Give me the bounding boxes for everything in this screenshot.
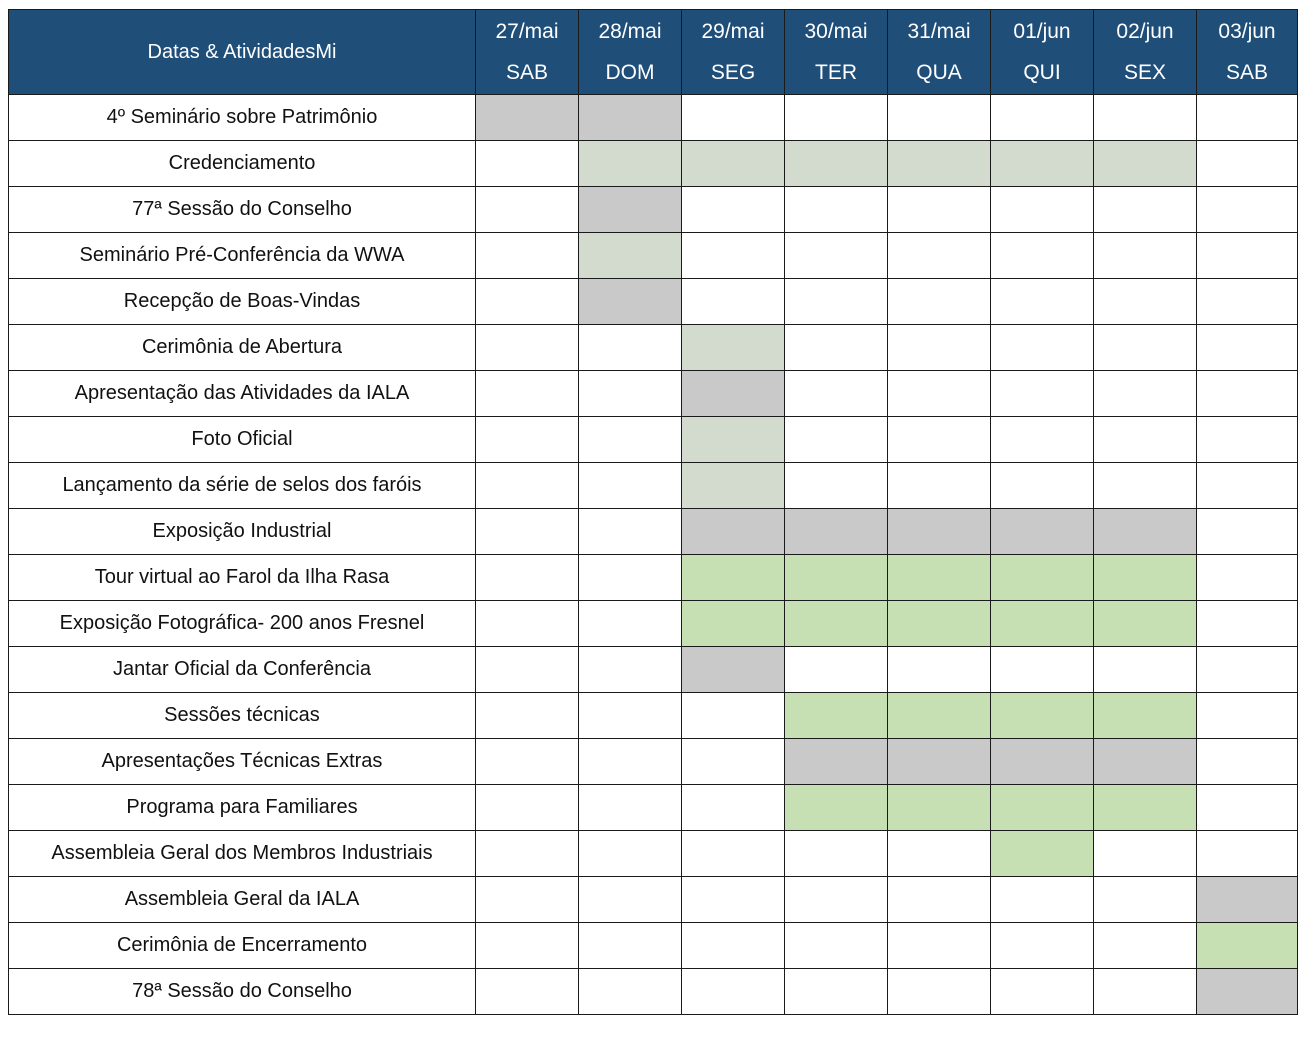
schedule-cell-empty	[1094, 463, 1197, 509]
schedule-cell-empty	[991, 923, 1094, 969]
schedule-cell-empty	[785, 877, 888, 923]
activity-name: Apresentação das Atividades da IALA	[9, 371, 476, 417]
day-column-header	[1197, 10, 1298, 95]
schedule-cell-green	[991, 785, 1094, 831]
schedule-cell-green	[785, 555, 888, 601]
activity-row	[9, 555, 1298, 601]
schedule-cell-empty	[682, 923, 785, 969]
activity-name: Foto Oficial	[9, 417, 476, 463]
schedule-cell-empty	[1094, 233, 1197, 279]
activity-name: Lançamento da série de selos dos faróis	[9, 463, 476, 509]
day-column-header	[991, 10, 1094, 95]
schedule-cell-empty	[888, 877, 991, 923]
schedule-cell-empty	[1197, 371, 1298, 417]
schedule-cell-empty	[888, 831, 991, 877]
activity-name: 77ª Sessão do Conselho	[9, 187, 476, 233]
schedule-cell-gray	[476, 95, 579, 141]
activity-name: Cerimônia de Abertura	[9, 325, 476, 371]
schedule-cell-gray	[682, 647, 785, 693]
schedule-cell-empty	[579, 509, 682, 555]
schedule-cell-sage	[682, 463, 785, 509]
schedule-cell-empty	[1197, 417, 1298, 463]
schedule-cell-green	[785, 693, 888, 739]
schedule-cell-gray	[1094, 739, 1197, 785]
schedule-cell-empty	[991, 371, 1094, 417]
schedule-cell-sage	[888, 141, 991, 187]
schedule-header	[9, 10, 1298, 95]
day-weekday: SEG	[710, 61, 756, 84]
schedule-cell-empty	[785, 233, 888, 279]
schedule-cell-empty	[579, 785, 682, 831]
schedule-cell-empty	[1197, 693, 1298, 739]
schedule-cell-gray	[888, 739, 991, 785]
day-weekday: TER	[815, 61, 857, 84]
schedule-cell-empty	[991, 325, 1094, 371]
schedule-cell-empty	[476, 555, 579, 601]
schedule-cell-empty	[476, 831, 579, 877]
schedule-cell-green	[991, 831, 1094, 877]
day-date: 03/jun	[1218, 20, 1276, 43]
schedule-cell-empty	[1094, 647, 1197, 693]
schedule-cell-gray	[1094, 509, 1197, 555]
day-date: 02/jun	[1116, 20, 1174, 43]
day-column-header	[1094, 10, 1197, 95]
activity-row	[9, 325, 1298, 371]
day-date: 28/mai	[598, 20, 662, 43]
day-weekday: SAB	[1225, 61, 1269, 84]
schedule-cell-empty	[991, 463, 1094, 509]
schedule-cell-empty	[888, 279, 991, 325]
schedule-cell-empty	[1094, 371, 1197, 417]
schedule-cell-green	[1094, 601, 1197, 647]
schedule-cell-empty	[991, 647, 1094, 693]
schedule-cell-empty	[888, 325, 991, 371]
schedule-cell-empty	[785, 417, 888, 463]
schedule-cell-green	[991, 601, 1094, 647]
schedule-cell-sage	[682, 417, 785, 463]
schedule-cell-sage	[682, 325, 785, 371]
schedule-cell-empty	[476, 923, 579, 969]
schedule-cell-empty	[991, 417, 1094, 463]
schedule-cell-empty	[991, 95, 1094, 141]
day-column-header	[888, 10, 991, 95]
day-column-header	[476, 10, 579, 95]
activity-name: Tour virtual ao Farol da Ilha Rasa	[9, 555, 476, 601]
schedule-cell-sage	[785, 141, 888, 187]
activity-row	[9, 969, 1298, 1015]
schedule-cell-empty	[888, 463, 991, 509]
schedule-cell-empty	[1197, 831, 1298, 877]
schedule-cell-gray	[888, 509, 991, 555]
schedule-cell-empty	[579, 555, 682, 601]
schedule-cell-gray	[991, 509, 1094, 555]
schedule-cell-gray	[579, 187, 682, 233]
header-row	[9, 10, 1298, 95]
schedule-cell-empty	[785, 187, 888, 233]
schedule-cell-empty	[888, 417, 991, 463]
schedule-cell-empty	[888, 923, 991, 969]
schedule-cell-empty	[579, 693, 682, 739]
schedule-cell-empty	[682, 233, 785, 279]
schedule-cell-empty	[476, 187, 579, 233]
activity-row	[9, 693, 1298, 739]
schedule-cell-empty	[579, 463, 682, 509]
activity-name: Cerimônia de Encerramento	[9, 923, 476, 969]
schedule-cell-empty	[579, 969, 682, 1015]
schedule-cell-green	[888, 785, 991, 831]
activity-name: Sessões técnicas	[9, 693, 476, 739]
schedule-cell-green	[888, 555, 991, 601]
schedule-cell-green	[888, 601, 991, 647]
schedule-cell-sage	[1094, 141, 1197, 187]
schedule-cell-gray	[579, 95, 682, 141]
schedule-cell-sage	[682, 141, 785, 187]
schedule-cell-empty	[579, 923, 682, 969]
schedule-cell-empty	[888, 95, 991, 141]
schedule-cell-empty	[1094, 969, 1197, 1015]
schedule-cell-empty	[682, 739, 785, 785]
day-date: 31/mai	[907, 20, 971, 43]
schedule-cell-empty	[476, 233, 579, 279]
day-weekday: SEX	[1123, 61, 1167, 84]
schedule-cell-empty	[1094, 417, 1197, 463]
schedule-table	[8, 9, 1298, 1015]
schedule-cell-empty	[1197, 647, 1298, 693]
schedule-cell-empty	[476, 601, 579, 647]
activity-name: Seminário Pré-Conferência da WWA	[9, 233, 476, 279]
schedule-cell-green	[1094, 555, 1197, 601]
schedule-cell-sage	[991, 141, 1094, 187]
activity-name: Recepção de Boas-Vindas	[9, 279, 476, 325]
schedule-cell-empty	[785, 923, 888, 969]
schedule-cell-empty	[476, 509, 579, 555]
activity-row	[9, 95, 1298, 141]
schedule-cell-empty	[991, 279, 1094, 325]
schedule-cell-empty	[1197, 95, 1298, 141]
schedule-cell-empty	[785, 279, 888, 325]
schedule-cell-empty	[1197, 555, 1298, 601]
activity-row	[9, 601, 1298, 647]
day-weekday: SAB	[505, 61, 549, 84]
schedule-cell-empty	[888, 371, 991, 417]
schedule-cell-empty	[1197, 463, 1298, 509]
activity-name: Jantar Oficial da Conferência	[9, 647, 476, 693]
schedule-cell-green	[785, 785, 888, 831]
schedule-cell-empty	[579, 601, 682, 647]
activity-name: 78ª Sessão do Conselho	[9, 969, 476, 1015]
schedule-cell-empty	[682, 187, 785, 233]
activity-row	[9, 647, 1298, 693]
schedule-cell-gray	[785, 739, 888, 785]
schedule-cell-green	[682, 601, 785, 647]
schedule-cell-empty	[476, 463, 579, 509]
schedule-cell-green	[991, 693, 1094, 739]
schedule-cell-empty	[1094, 831, 1197, 877]
schedule-cell-gray	[682, 509, 785, 555]
schedule-cell-empty	[785, 371, 888, 417]
schedule-cell-empty	[888, 647, 991, 693]
schedule-cell-green	[1094, 785, 1197, 831]
schedule-cell-empty	[1094, 325, 1197, 371]
schedule-cell-empty	[682, 969, 785, 1015]
activity-name: Credenciamento	[9, 141, 476, 187]
schedule-cell-empty	[476, 371, 579, 417]
schedule-cell-empty	[476, 785, 579, 831]
schedule-cell-empty	[1094, 877, 1197, 923]
schedule-cell-empty	[1094, 187, 1197, 233]
activity-row	[9, 923, 1298, 969]
schedule-cell-empty	[1197, 739, 1298, 785]
activity-row	[9, 463, 1298, 509]
schedule-cell-empty	[888, 187, 991, 233]
schedule-cell-empty	[579, 647, 682, 693]
day-date: 27/mai	[495, 20, 559, 43]
activity-name: Assembleia Geral dos Membros Industriais	[9, 831, 476, 877]
schedule-cell-empty	[1197, 785, 1298, 831]
day-weekday: DOM	[605, 61, 655, 84]
day-column-header	[579, 10, 682, 95]
schedule-cell-gray	[682, 371, 785, 417]
schedule-cell-empty	[682, 831, 785, 877]
day-weekday: QUA	[916, 61, 962, 84]
schedule-cell-green	[785, 601, 888, 647]
schedule-cell-green	[1094, 693, 1197, 739]
schedule-cell-gray	[991, 739, 1094, 785]
schedule-cell-empty	[1094, 279, 1197, 325]
schedule-cell-empty	[1197, 279, 1298, 325]
schedule-cell-empty	[785, 95, 888, 141]
day-date: 29/mai	[701, 20, 765, 43]
schedule-cell-empty	[579, 739, 682, 785]
schedule-cell-gray	[785, 509, 888, 555]
schedule-cell-empty	[1197, 601, 1298, 647]
day-column-header	[785, 10, 888, 95]
activity-row	[9, 187, 1298, 233]
schedule-cell-empty	[1197, 141, 1298, 187]
day-date: 30/mai	[804, 20, 868, 43]
schedule-cell-empty	[991, 877, 1094, 923]
activity-name: Assembleia Geral da IALA	[9, 877, 476, 923]
activity-row	[9, 141, 1298, 187]
activity-name: Exposição Industrial	[9, 509, 476, 555]
schedule-cell-empty	[888, 969, 991, 1015]
schedule-cell-green	[1197, 923, 1298, 969]
day-date: 01/jun	[1013, 20, 1071, 43]
schedule-cell-empty	[476, 279, 579, 325]
activity-name: Apresentações Técnicas Extras	[9, 739, 476, 785]
schedule-cell-empty	[476, 417, 579, 463]
schedule-cell-empty	[1197, 509, 1298, 555]
schedule-cell-empty	[785, 831, 888, 877]
schedule-cell-empty	[579, 877, 682, 923]
schedule-cell-empty	[476, 739, 579, 785]
day-weekday: QUI	[1023, 61, 1061, 84]
schedule-cell-empty	[579, 417, 682, 463]
schedule-cell-empty	[476, 647, 579, 693]
schedule-cell-sage	[579, 141, 682, 187]
activity-row	[9, 739, 1298, 785]
schedule-cell-empty	[579, 325, 682, 371]
schedule-cell-empty	[476, 141, 579, 187]
schedule-cell-green	[991, 555, 1094, 601]
schedule-cell-green	[682, 555, 785, 601]
schedule-cell-empty	[476, 693, 579, 739]
schedule-cell-empty	[888, 233, 991, 279]
schedule-cell-empty	[785, 969, 888, 1015]
schedule-cell-empty	[476, 325, 579, 371]
schedule-cell-empty	[1197, 325, 1298, 371]
schedule-cell-empty	[1094, 95, 1197, 141]
schedule-cell-empty	[682, 693, 785, 739]
schedule-cell-empty	[682, 279, 785, 325]
schedule-cell-green	[888, 693, 991, 739]
activity-row	[9, 371, 1298, 417]
day-column-header	[682, 10, 785, 95]
schedule-cell-empty	[476, 877, 579, 923]
activity-row	[9, 509, 1298, 555]
activity-row	[9, 785, 1298, 831]
schedule-cell-sage	[579, 233, 682, 279]
schedule-cell-empty	[785, 463, 888, 509]
activity-row	[9, 831, 1298, 877]
schedule-cell-gray	[1197, 969, 1298, 1015]
schedule-cell-empty	[991, 969, 1094, 1015]
activities-column-header: Datas & AtividadesMi	[9, 10, 476, 95]
schedule-cell-empty	[785, 325, 888, 371]
activity-row	[9, 279, 1298, 325]
activity-name: Exposição Fotográfica- 200 anos Fresnel	[9, 601, 476, 647]
schedule-cell-empty	[682, 877, 785, 923]
activity-row	[9, 877, 1298, 923]
schedule-cell-empty	[991, 233, 1094, 279]
schedule-cell-empty	[476, 969, 579, 1015]
schedule-cell-gray	[1197, 877, 1298, 923]
schedule-body	[9, 95, 1298, 1015]
schedule-cell-empty	[1094, 923, 1197, 969]
schedule-cell-empty	[991, 187, 1094, 233]
schedule-cell-gray	[579, 279, 682, 325]
activity-name: 4º Seminário sobre Patrimônio	[9, 95, 476, 141]
activity-row	[9, 417, 1298, 463]
activity-name: Programa para Familiares	[9, 785, 476, 831]
schedule-cell-empty	[579, 371, 682, 417]
schedule-cell-empty	[1197, 187, 1298, 233]
schedule-cell-empty	[785, 647, 888, 693]
schedule-cell-empty	[1197, 233, 1298, 279]
schedule-cell-empty	[682, 785, 785, 831]
schedule-cell-empty	[682, 95, 785, 141]
schedule-cell-empty	[579, 831, 682, 877]
activity-row	[9, 233, 1298, 279]
